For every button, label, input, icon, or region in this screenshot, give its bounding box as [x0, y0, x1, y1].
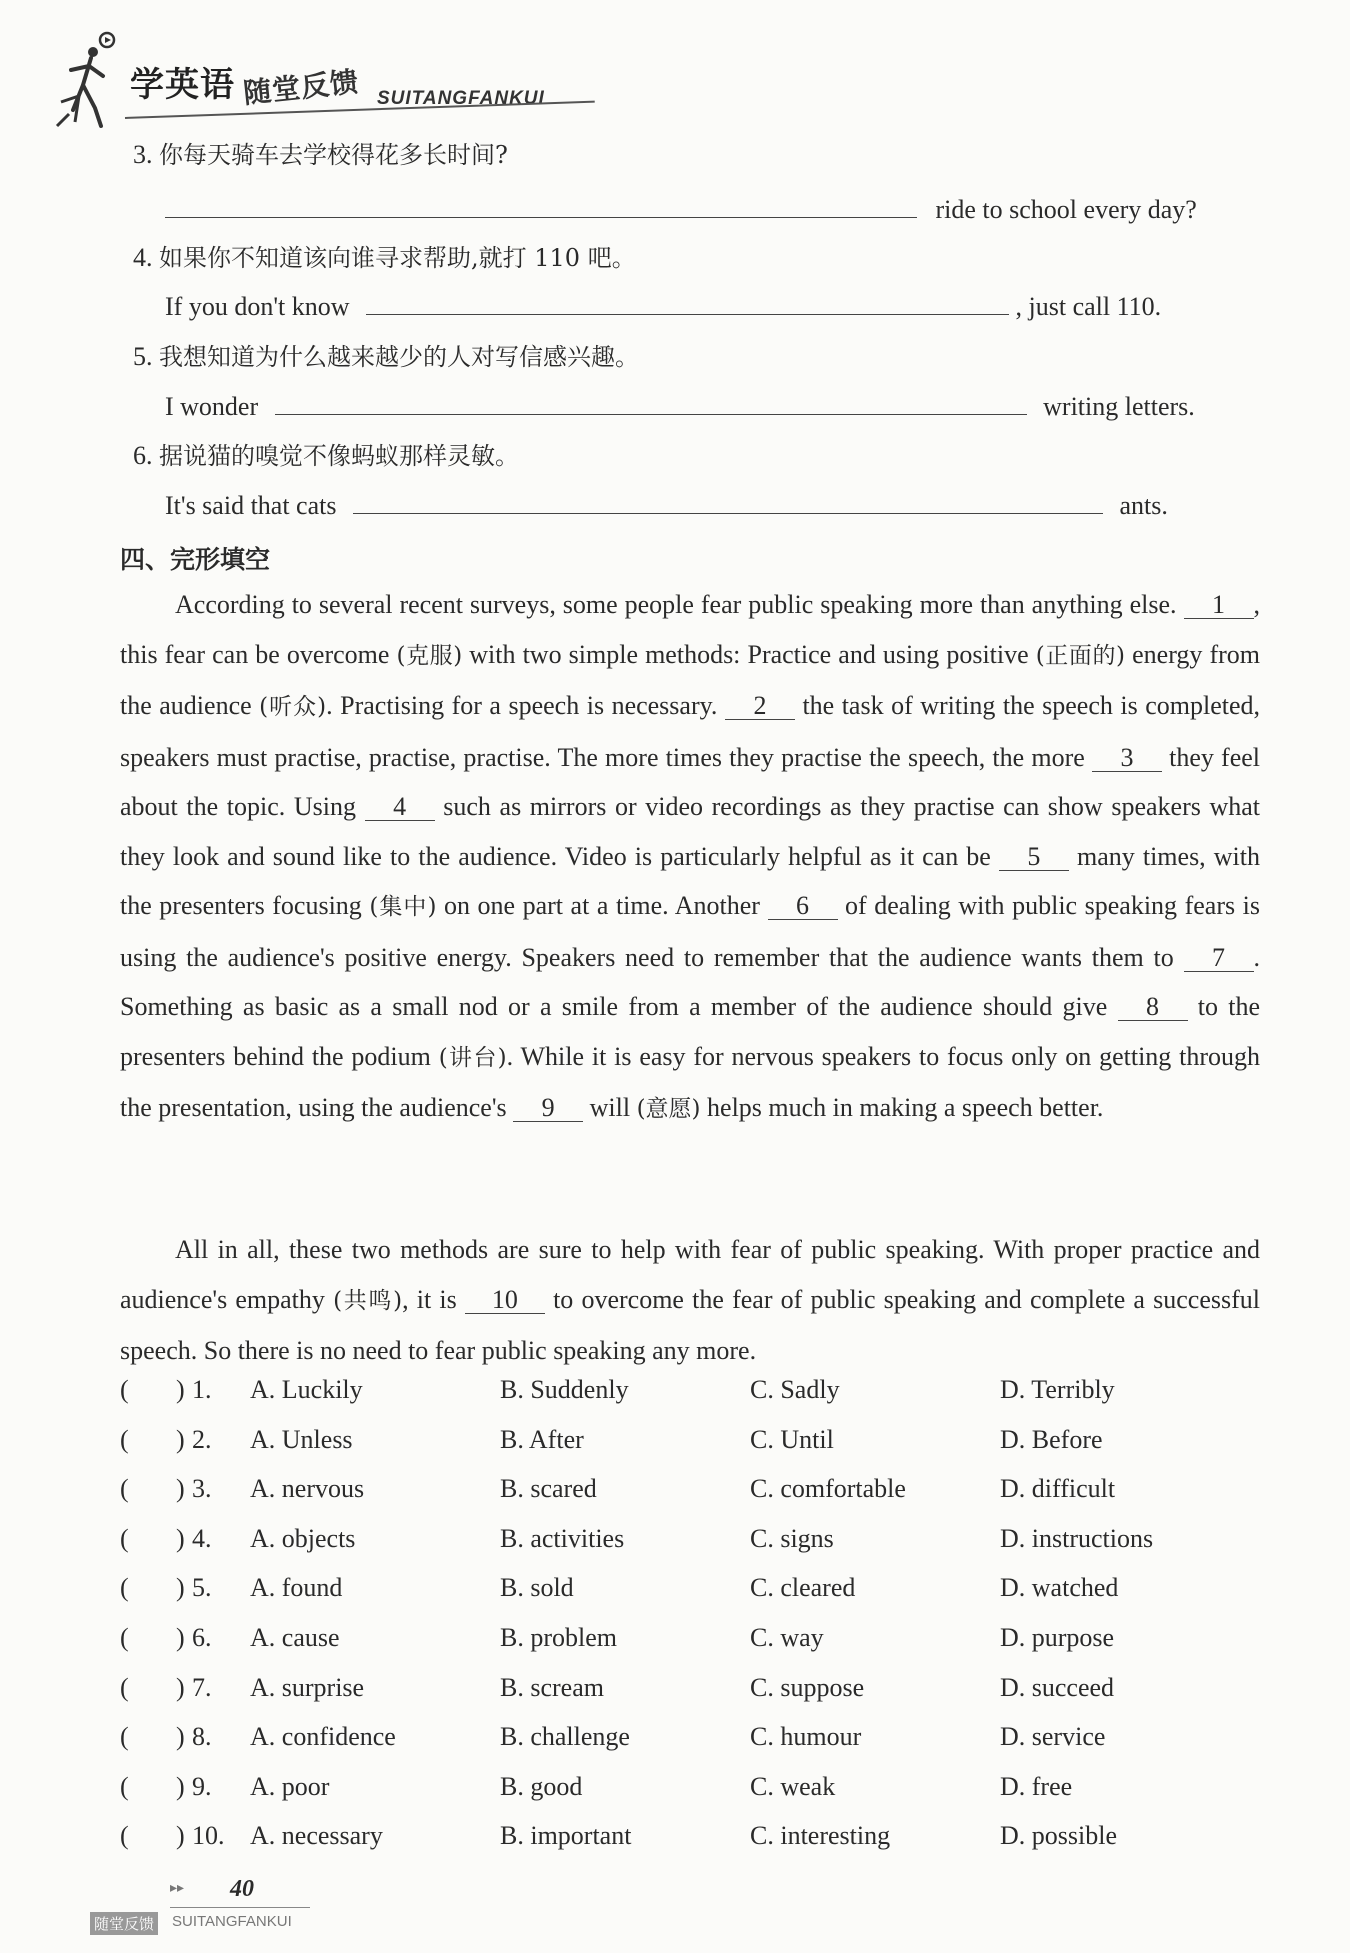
footer-arrow-icon: ▸▸ [170, 1880, 185, 1896]
page-header [55, 22, 555, 132]
header-title: 学英语 [130, 65, 235, 105]
blank-9[interactable]: 9 [513, 1095, 583, 1122]
option-b[interactable]: B. good [500, 1771, 583, 1801]
passage-text: . Something as basic as a small nod or a smile from a member of the audience should give [120, 942, 1260, 1021]
question-number: 6. [133, 441, 153, 470]
answer-suffix: ants. [1119, 491, 1168, 520]
answer-paren: ( [120, 1821, 129, 1851]
answer-blank[interactable] [353, 492, 1103, 514]
option-c[interactable]: C. interesting [750, 1821, 891, 1851]
option-c[interactable]: C. way [750, 1622, 824, 1652]
option-a[interactable]: A. Unless [250, 1424, 353, 1454]
passage-text: they feel about the topic. Using [120, 742, 1260, 821]
passage-text: helps much in making a speech better. [700, 1093, 1104, 1122]
option-b[interactable]: B. problem [500, 1622, 617, 1652]
option-c[interactable]: C. cleared [750, 1573, 856, 1603]
option-a[interactable]: A. poor [250, 1771, 330, 1801]
option-b[interactable]: B. activities [500, 1523, 625, 1553]
blank-6[interactable]: 6 [768, 893, 838, 920]
answer-paren: ( [120, 1474, 129, 1504]
passage-text: on one part at a time. Another [436, 891, 768, 920]
passage-gloss: (讲台) [438, 1044, 507, 1071]
option-a[interactable]: A. confidence [250, 1722, 396, 1752]
option-d[interactable]: D. Before [1000, 1424, 1103, 1454]
option-c[interactable]: C. signs [750, 1523, 834, 1553]
answer-paren: ( [120, 1771, 129, 1801]
section-title: 四、完形填空 [120, 545, 271, 574]
option-row [120, 1673, 1260, 1723]
option-a[interactable]: A. surprise [250, 1672, 365, 1702]
page-footer [85, 1876, 305, 1940]
answer-blank[interactable] [275, 393, 1027, 415]
option-b[interactable]: B. sold [500, 1573, 574, 1603]
answer-paren: ( [120, 1573, 129, 1603]
translation-4-answer [165, 292, 1161, 322]
option-b[interactable]: B. scared [500, 1474, 597, 1504]
passage-gloss: (听众) [259, 694, 327, 720]
answer-paren[interactable]: ) [176, 1573, 185, 1603]
blank-10[interactable]: 10 [465, 1287, 545, 1314]
answer-paren: ( [120, 1523, 129, 1553]
option-d[interactable]: D. purpose [1000, 1622, 1115, 1652]
answer-suffix: writing letters. [1043, 392, 1195, 421]
passage-gloss: (集中) [369, 894, 437, 920]
passage-text: energy from the audience [120, 639, 1261, 720]
answer-blank[interactable] [165, 196, 917, 218]
passage-text: , it is [402, 1284, 465, 1314]
page-number: 40 [230, 1876, 254, 1902]
passage-text: According to several recent surveys, some people fear public speaking more than anything else. [175, 590, 1184, 619]
option-d[interactable]: D. difficult [1000, 1474, 1116, 1504]
answer-paren: ( [120, 1622, 129, 1652]
footer-badge: 随堂反馈 [90, 1912, 158, 1935]
option-row [120, 1375, 1260, 1425]
blank-3[interactable]: 3 [1092, 745, 1162, 772]
option-d[interactable]: D. watched [1000, 1573, 1119, 1603]
option-d[interactable]: D. free [1000, 1771, 1073, 1801]
question-number: 4. [133, 243, 153, 272]
header-pinyin: SUITANGFANKUI [377, 88, 545, 109]
option-c[interactable]: C. weak [750, 1771, 836, 1801]
answer-paren[interactable]: ) [176, 1622, 185, 1652]
passage-text: the task of writing the speech is completed, speakers must practise, practise, practise. The more times they practise the speech, the more [120, 691, 1261, 772]
translation-5-prompt [133, 342, 639, 372]
runner-logo-icon [55, 30, 125, 130]
option-row [120, 1623, 1260, 1673]
option-row [120, 1573, 1260, 1623]
translation-4-prompt [133, 243, 636, 273]
passage-text: . Practising for a speech is necessary. [326, 691, 725, 720]
translation-6-prompt [133, 441, 519, 471]
footer-pinyin: SUITANGFANKUI [172, 1913, 292, 1930]
question-number: 3. [133, 140, 153, 169]
footer-divider [170, 1907, 310, 1908]
passage-text: will [583, 1093, 637, 1122]
blank-1[interactable]: 1 [1184, 592, 1254, 619]
question-number: 9. [192, 1771, 212, 1801]
question-number: 2. [192, 1424, 212, 1454]
option-d[interactable]: D. service [1000, 1722, 1106, 1752]
question-number: 1. [192, 1375, 212, 1404]
passage-text: with two simple methods: Practice and using positive [462, 639, 1036, 669]
option-c[interactable]: C. Until [750, 1424, 834, 1454]
question-number: 10. [192, 1821, 225, 1851]
answer-paren: ( [120, 1424, 129, 1454]
option-a[interactable]: A. cause [250, 1622, 340, 1652]
answer-paren[interactable]: ) [176, 1672, 185, 1702]
question-number: 5. [133, 342, 153, 371]
option-row [120, 1772, 1260, 1822]
passage-text: to the presenters behind the podium [120, 992, 1260, 1071]
passage-gloss: (正面的) [1035, 642, 1126, 669]
answer-paren[interactable]: ) [176, 1771, 185, 1801]
passage-gloss: (意愿) [636, 1096, 701, 1122]
passage-gloss: (共鸣) [333, 1287, 403, 1314]
question-number: 5. [192, 1573, 212, 1603]
translation-3-answer [165, 195, 1197, 225]
option-d[interactable]: D. possible [1000, 1821, 1117, 1851]
option-a[interactable]: A. nervous [250, 1474, 365, 1504]
answer-paren: ( [120, 1722, 129, 1752]
question-chinese: 据说猫的嗅觉不像蚂蚁那样灵敏。 [159, 442, 519, 470]
header-subtitle: 随堂反馈 [241, 65, 361, 110]
passage-text: such as mirrors or video recordings as they practise can show speakers what they look and sound like to the audience. Video is particularly helpful as it can be [120, 792, 1261, 871]
answer-paren[interactable]: ) [176, 1375, 185, 1404]
answer-paren[interactable]: ) [176, 1424, 185, 1454]
option-d[interactable]: D. Terribly [1000, 1375, 1115, 1404]
question-chinese: 你每天骑车去学校得花多长时间? [159, 141, 508, 169]
question-number: 7. [192, 1672, 212, 1702]
answer-paren[interactable]: ) [176, 1722, 185, 1752]
option-b[interactable]: B. important [500, 1821, 632, 1851]
question-number: 8. [192, 1722, 212, 1752]
passage-paragraph-1 [120, 580, 1260, 1135]
blank-2[interactable]: 2 [725, 693, 795, 720]
option-c[interactable]: C. suppose [750, 1672, 865, 1702]
answer-prefix: It's said that cats [165, 491, 337, 520]
answer-suffix: ride to school every day? [935, 195, 1197, 224]
answer-prefix: If you don't know [165, 292, 350, 321]
answer-paren[interactable]: ) [176, 1523, 185, 1553]
options-list [120, 1375, 1260, 1871]
blank-7[interactable]: 7 [1184, 945, 1254, 972]
answer-prefix: I wonder [165, 392, 259, 421]
option-row [120, 1425, 1260, 1475]
answer-blank[interactable] [366, 293, 1009, 315]
option-row [120, 1474, 1260, 1524]
passage-text: , this fear can be overcome [120, 590, 1260, 669]
question-number: 4. [192, 1523, 212, 1553]
option-a[interactable]: A. found [250, 1573, 343, 1603]
option-c[interactable]: C. humour [750, 1722, 862, 1752]
answer-paren: ( [120, 1375, 129, 1404]
option-a[interactable]: A. necessary [250, 1821, 383, 1851]
answer-paren[interactable]: ) [176, 1474, 185, 1504]
blank-5[interactable]: 5 [999, 844, 1069, 871]
blank-8[interactable]: 8 [1118, 994, 1188, 1021]
translation-5-answer [165, 392, 1195, 422]
option-c[interactable]: C. Sadly [750, 1375, 840, 1404]
passage-paragraph-2 [120, 1225, 1260, 1376]
option-d[interactable]: D. succeed [1000, 1672, 1115, 1702]
passage-text: many times, with the presenters focusing [120, 841, 1260, 920]
question-number: 6. [192, 1622, 212, 1652]
answer-paren: ( [120, 1672, 129, 1702]
option-a[interactable]: A. Luckily [250, 1375, 363, 1404]
passage-text: of dealing with public speaking fears is using the audience's positive energy. Speakers need to remember that the audience wants them to [120, 891, 1260, 972]
translation-3-prompt [133, 140, 508, 170]
answer-paren[interactable]: ) [176, 1821, 185, 1851]
option-c[interactable]: C. comfortable [750, 1474, 906, 1504]
option-d[interactable]: D. instructions [1000, 1523, 1154, 1553]
passage-text: All in all, these two methods are sure to help with fear of public speaking. With proper practice and audience's empathy [120, 1235, 1260, 1314]
option-b[interactable]: B. After [500, 1424, 584, 1454]
blank-4[interactable]: 4 [365, 794, 435, 821]
question-chinese: 我想知道为什么越来越少的人对写信感兴趣。 [159, 343, 639, 371]
answer-suffix: , just call 110. [1015, 292, 1162, 321]
option-b[interactable]: B. challenge [500, 1722, 630, 1752]
translation-6-answer [165, 491, 1168, 521]
passage-gloss: (克服) [396, 642, 463, 669]
passage-text: to overcome the fear of public speaking and complete a successful speech. So there is no need to fear public speaking any more. [120, 1284, 1261, 1365]
option-row [120, 1524, 1260, 1574]
passage-text: . While it is easy for nervous speakers to focus only on getting through the presentation, using the audience's [120, 1041, 1261, 1122]
option-b[interactable]: B. Suddenly [500, 1375, 629, 1404]
question-number: 3. [192, 1474, 212, 1504]
option-a[interactable]: A. objects [250, 1523, 356, 1553]
option-row [120, 1722, 1260, 1772]
question-chinese: 如果你不知道该向谁寻求帮助,就打 110 吧。 [159, 244, 636, 272]
option-b[interactable]: B. scream [500, 1672, 604, 1702]
option-row [120, 1821, 1260, 1871]
